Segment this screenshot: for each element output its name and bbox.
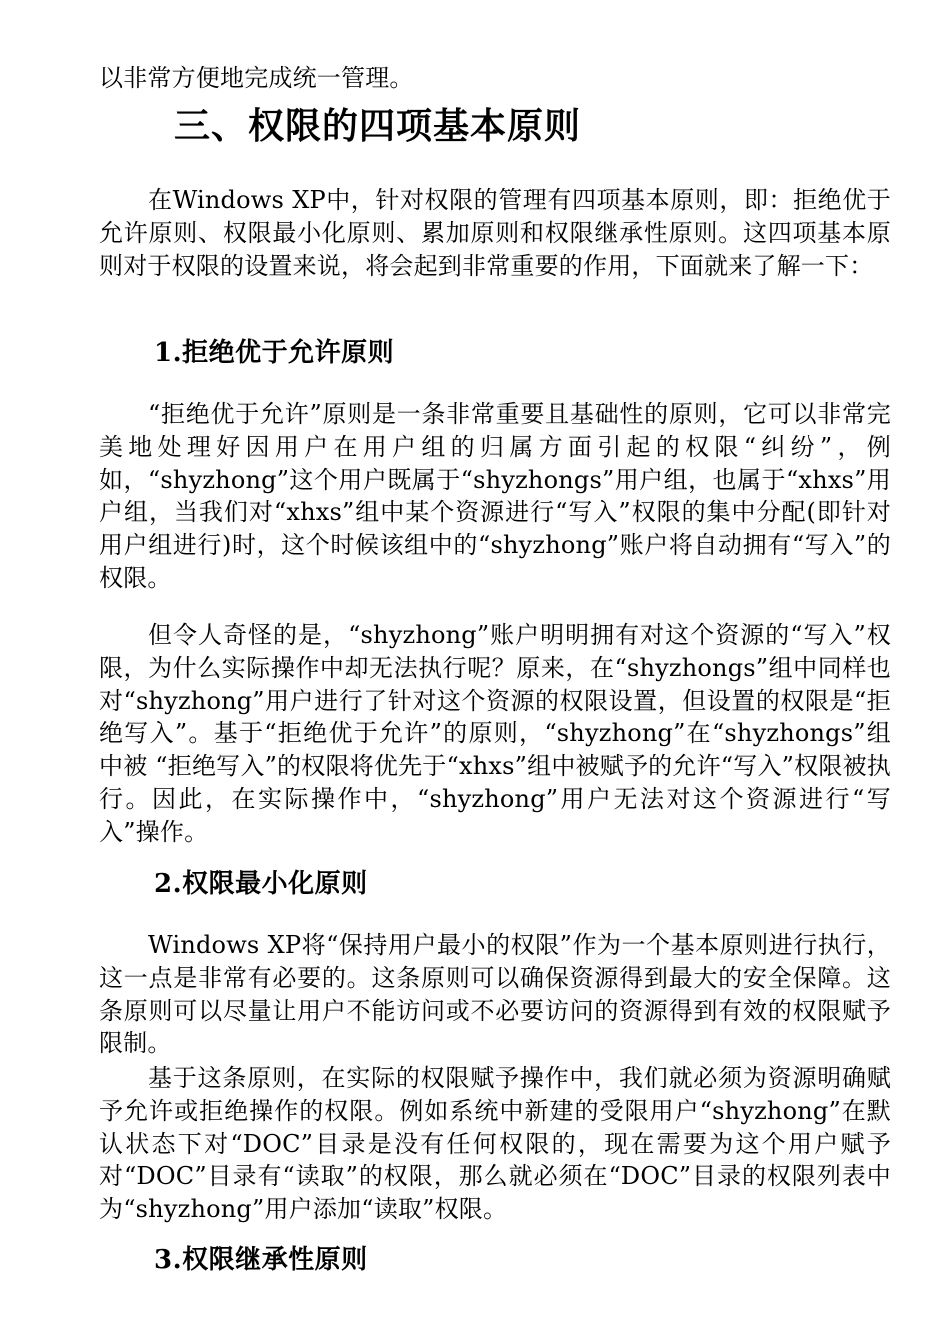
- principle-3-heading: 3.权限继承性原则: [154, 1245, 368, 1275]
- section-intro-paragraph: 在Windows XP中，针对权限的管理有四项基本原则，即：拒绝优于允许原则、权限最小化原则、累加原则和权限继承性原则。这四项基本原则对于权限的设置来说，将会起到非常重要的作用，下面就来了解一下：: [99, 186, 891, 280]
- principle-1-paragraph-1: “拒绝优于允许”原则是一条非常重要且基础性的原则，它可以非常完美地处理好因用户在用户组的归属方面引起的权限“纠纷”，例如，“shyzhong”这个用户既属于“shyzhongs”用户组，也属于“xhxs”用户组，当我们对“xhxs”组中某个资源进行“写入”权限的集中分配(即针对用户组进行)时，这个时候该组中的“shyzhong”账户将自动拥有“写入”的权限。: [99, 400, 891, 592]
- principle-1-paragraph-2: 但令人奇怪的是，“shyzhong”账户明明拥有对这个资源的“写入”权限，为什么实际操作中却无法执行呢？原来，在“shyzhongs”组中同样也对“shyzhong”用户进行了针对这个资源的权限设置，但设置的权限是“拒绝写入”。基于“拒绝优于允许”的原则，“shyzhong”在“shyzhongs”组中被 “拒绝写入”的权限将优先于“xhxs”组中被赋予的允许“写入”权限被执行。因此，在实际操作中，“shyzhong”用户无法对这个资源进行“写入”操作。: [99, 621, 891, 846]
- principle-1-heading: 1.拒绝优于允许原则: [154, 338, 395, 368]
- principle-2-paragraph-2: 基于这条原则，在实际的权限赋予操作中，我们就必须为资源明确赋予允许或拒绝操作的权限。例如系统中新建的受限用户“shyzhong”在默认状态下对“DOC”目录是没有任何权限的，现在需要为这个用户赋予对“DOC”目录有“读取”的权限，那么就必须在“DOC”目录的权限列表中为“shyzhong”用户添加“读取”权限。: [99, 1064, 891, 1224]
- principle-2-heading: 2.权限最小化原则: [154, 869, 368, 899]
- intro-tail-text: 以非常方便地完成统一管理。: [99, 64, 414, 92]
- principle-2-paragraph-1: Windows XP将“保持用户最小的权限”作为一个基本原则进行执行，这一点是非常有必要的。这条原则可以确保资源得到最大的安全保障。这条原则可以尽量让用户不能访问或不必要访问的资源得到有效的权限赋予限制。: [99, 931, 891, 1058]
- section-title: 三、权限的四项基本原则: [174, 106, 582, 147]
